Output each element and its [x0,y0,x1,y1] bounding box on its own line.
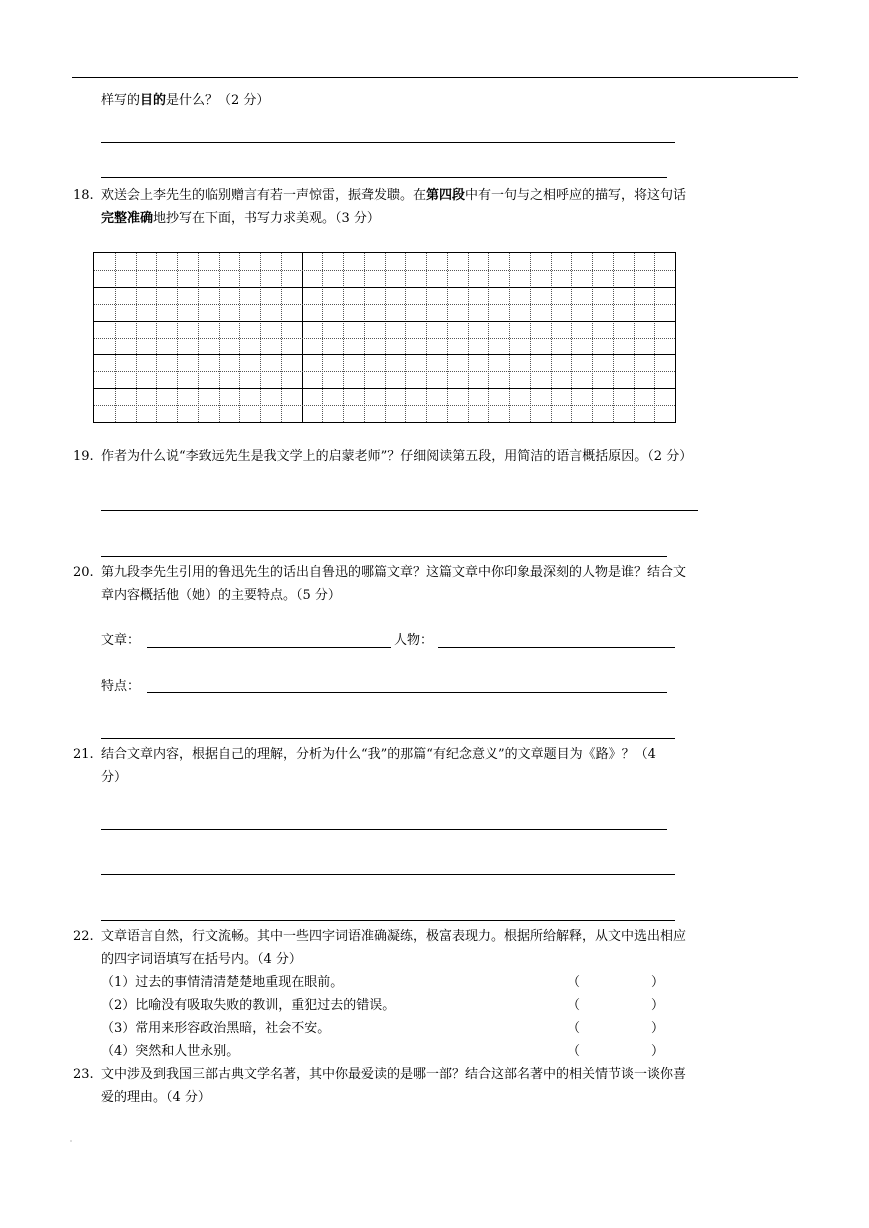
q17-tail: 样写的 [101,93,141,108]
grid-row-line [94,321,675,322]
q18-bold-2: 完整准确 [101,211,154,226]
q19-number: 19. [73,449,94,464]
q21-answer-line-1[interactable] [101,829,667,830]
grid-half-row-line [94,304,675,305]
q21-line-2: 分） [101,770,128,785]
q19-answer-line-1[interactable] [101,510,698,511]
q21-number: 21. [73,747,94,762]
q18-number: 18. [73,188,94,203]
q22-line-2: 的四字词语填写在括号内。（4 分） [101,952,302,967]
q20-trait-field[interactable] [147,692,667,693]
q22-item-3: （3）常用来形容政治黑暗，社会不安。 [101,1021,331,1036]
q23-line-1: 文中涉及到我国三部古典文学名著，其中你最爱读的是哪一部？结合这部名著中的相关情节谈一谈你喜 [101,1067,687,1082]
q22-item-1: （1）过去的事情清清楚楚地重现在眼前。 [101,975,344,990]
grid-row-line [94,287,675,288]
q22-item-2: （2）比喻没有吸取失败的教训，重犯过去的错误。 [101,998,396,1013]
q20-line-2: 章内容概括他（她）的主要特点。（5 分） [101,588,341,603]
q17-text [101,90,269,112]
q22-open-1: （ [567,975,581,990]
q20-person-label: 人物： [394,633,434,648]
q18-l1c: 中有一句与之相呼应的描写，将这句话 [465,188,687,203]
q22-open-3: （ [567,1021,581,1036]
q21-answer-line-3[interactable] [101,920,675,921]
grid-half-row-line [94,405,675,406]
q17-rest: 是什么？（2 分） [166,93,270,108]
q17-bold: 目的 [140,93,167,108]
q22-line-1: 文章语言自然，行文流畅。其中一些四字词语准确凝练，极富表现力。根据所给解释，从文中选出相应 [101,929,687,944]
q20-person-field[interactable] [438,647,675,648]
q20-answer-line-2[interactable] [101,738,675,739]
grid-row-line [94,388,675,389]
q20-line-1: 第九段李先生引用的鲁迅先生的话出自鲁迅的哪篇文章？这篇文章中你印象最深刻的人物是谁？结合文 [101,565,687,580]
grid-row-line [94,354,675,355]
q20-number: 20. [73,565,94,580]
q18-l1a: 欢送会上李先生的临别赠言有若一声惊雷，振聋发聩。在 [101,188,427,203]
q20-trait-label: 特点： [101,679,141,694]
q18-bold-1: 第四段 [426,188,466,203]
q18-line-1 [101,185,686,207]
q21-answer-line-2[interactable] [101,874,675,875]
grid-half-row-line [94,270,675,271]
q19-answer-line-2[interactable] [101,556,667,557]
grid-half-row-line [94,371,675,372]
q19-text: 作者为什么说“李致远先生是我文学上的启蒙老师”？仔细阅读第五段，用简洁的语言概括原因。（2 分） [101,449,693,464]
q22-item-4: （4）突然和人世永别。 [101,1044,240,1059]
q22-close-3: ） [651,1021,665,1036]
q22-open-2: （ [567,998,581,1013]
header-rule [72,77,798,78]
q18-l2b: 地抄写在下面，书写力求美观。（3 分） [153,211,380,226]
q23-line-2: 爱的理由。（4 分） [101,1090,211,1105]
q22-number: 22. [73,929,94,944]
grid-half-row-line [94,338,675,339]
q23-number: 23. [73,1067,94,1082]
q21-line-1: 结合文章内容，根据自己的理解，分析为什么“我”的那篇“有纪念意义”的文章题目为《路》？（4 [101,747,656,762]
page-speck [70,1140,72,1142]
q20-article-label: 文章： [101,633,141,648]
q22-close-2: ） [651,998,665,1013]
q18-line-2 [101,208,380,230]
q22-close-1: ） [651,975,665,990]
q22-close-4: ） [651,1044,665,1059]
q17-answer-line-2[interactable] [101,177,667,178]
q17-answer-line-1[interactable] [101,142,675,143]
writing-grid[interactable] [93,252,676,423]
q20-article-field[interactable] [147,647,391,648]
q22-open-4: （ [567,1044,581,1059]
